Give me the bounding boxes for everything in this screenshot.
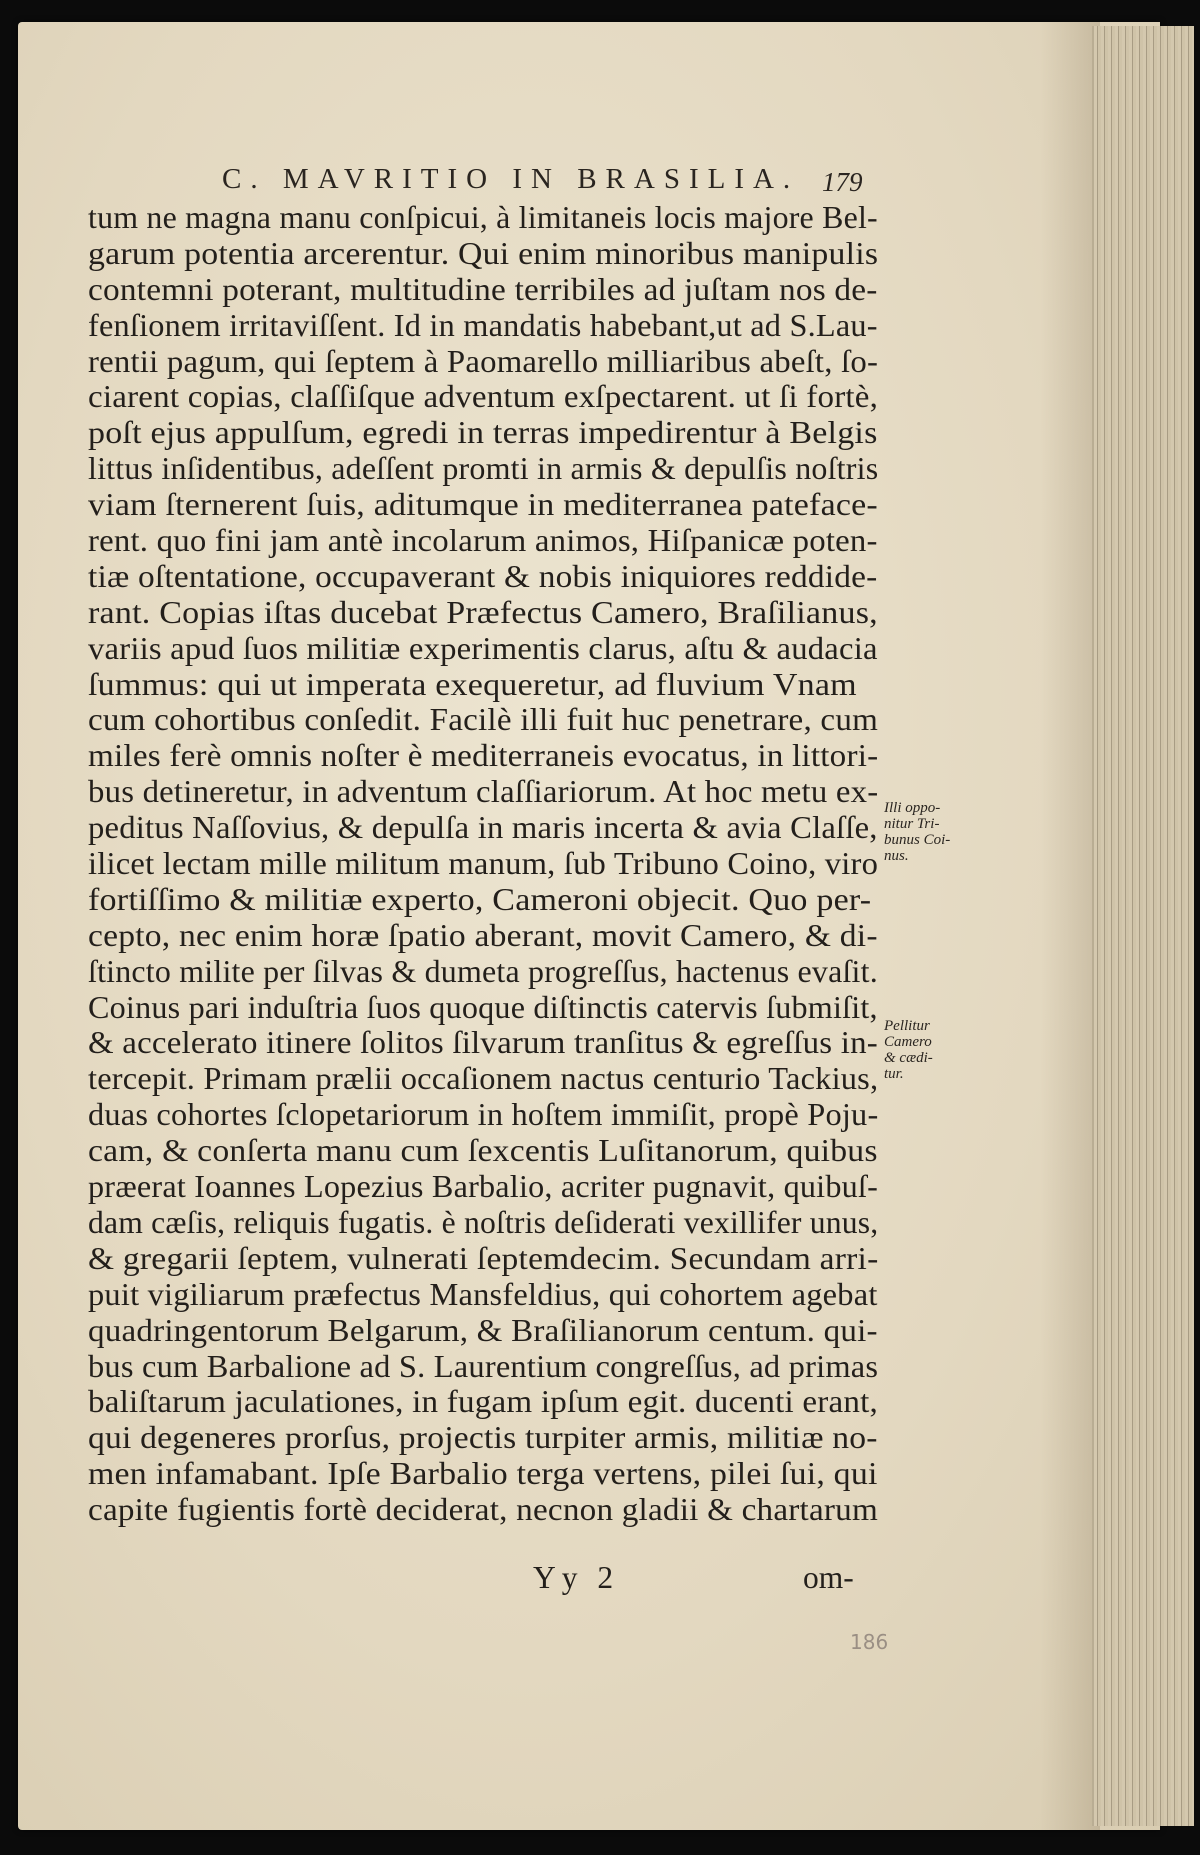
text-line: præerat Ioannes Lopezius Barbalio, acriter pugnavit, quibuſ- — [88, 1169, 878, 1205]
text-line: littus inſidentibus, adeſſent promti in armis & depulſis noſtris — [88, 451, 879, 487]
text-line: tercepit. Primam prælii occaſionem nactus centurio Tackius, — [88, 1061, 879, 1097]
margin-note-2 — [884, 1018, 984, 1082]
text-line: peditus Naſſovius, & depulſa in maris incerta & avia Claſſe, — [88, 810, 878, 846]
text-line: Coinus pari induſtria ſuos quoque diſtinctis catervis ſubmiſit, — [88, 989, 878, 1025]
text-line: ilicet lectam mille militum manum, ſub Tribuno Coino, viro — [88, 846, 879, 882]
stacked-page-edges — [1092, 26, 1194, 1826]
page-header — [222, 155, 922, 205]
text-line: cum cohortibus conſedit. Facilè illi fuit huc penetrare, cum — [88, 702, 879, 738]
text-line: duas cohortes ſclopetariorum in hoſtem immiſit, propè Poju- — [88, 1097, 879, 1133]
text-line: & accelerato itinere ſolitos ſilvarum tranſitus & egreſſus in- — [88, 1025, 878, 1061]
text-line: rent. quo fini jam antè incolarum animos, Hiſpanicæ poten- — [88, 523, 878, 559]
text-line: capite fugientis fortè deciderat, necnon gladii & chartarum — [88, 1492, 878, 1528]
text-line: fenſionem irritaviſſent. Id in mandatis habebant,ut ad S.Lau- — [88, 307, 878, 343]
signature-mark: Yy 2 — [533, 1560, 620, 1595]
archive-pencil-mark: 186 — [850, 1630, 889, 1654]
text-line: dam cæſis, reliquis fugatis. è noſtris deſiderati vexillifer unus, — [88, 1204, 879, 1240]
page-footer — [88, 1560, 878, 1600]
text-line: variis apud ſuos militiæ experimentis clarus, aſtu & audacia — [88, 630, 878, 666]
text-line: puit vigiliarum præfectus Mansfeldius, qui cohortem agebat — [88, 1276, 878, 1312]
text-line: tum ne magna manu conſpicui, à limitaneis locis majore Bel- — [88, 200, 878, 235]
margin-note-line: nitur Tri- — [884, 816, 940, 832]
text-line: cepto, nec enim horæ ſpatio aberant, movit Camero, & di- — [88, 917, 878, 953]
margin-note-line: bunus Coi- — [884, 832, 951, 848]
text-line: cam, & conſerta manu cum ſexcentis Luſitanorum, quibus — [88, 1133, 878, 1169]
text-line: rentii pagum, qui ſeptem à Paomarello milliaribus abeſt, ſo- — [88, 343, 879, 379]
margin-note-line: nus. — [884, 848, 909, 864]
text-line: contemni poterant, multitudine terribiles ad juſtam nos de- — [88, 271, 878, 307]
text-line: baliſtarum jaculationes, in fugam ipſum egit. ducenti erant, — [88, 1384, 879, 1420]
text-line: & gregarii ſeptem, vulnerati ſeptemdecim. Secundam arri- — [88, 1240, 879, 1276]
text-line: ſtincto milite per ſilvas & dumeta progreſſus, hactenus evaſit. — [88, 953, 878, 989]
text-line: bus detineretur, in adventum claſſiariorum. At hoc metu ex- — [88, 774, 879, 810]
margin-note-line: Camero — [884, 1034, 932, 1050]
text-line: miles ferè omnis noſter è mediterraneis evocatus, in littori- — [88, 738, 879, 774]
page-gutter-shadow — [1040, 22, 1100, 1830]
margin-note-line: tur. — [884, 1066, 904, 1082]
text-line: men infamabant. Ipſe Barbalio terga vertens, pilei ſui, qui — [88, 1456, 878, 1492]
text-line: poſt ejus appulſum, egredi in terras impedirentur à Belgis — [88, 415, 878, 451]
text-line: qui degeneres prorſus, projectis turpiter armis, militiæ no- — [88, 1420, 878, 1456]
text-line: ciarent copias, claſſiſque adventum exſpectarent. ut ſi fortè, — [88, 379, 879, 415]
text-line: quadringentorum Belgarum, & Braſilianorum centum. qui- — [88, 1312, 878, 1348]
text-line: fortiſſimo & militiæ experto, Cameroni objecit. Quo per- — [88, 881, 872, 917]
body-text — [88, 200, 878, 1528]
margin-note-line: & cædi- — [884, 1050, 933, 1066]
catchword: om- — [803, 1560, 854, 1595]
text-line: garum potentia arcerentur. Qui enim minoribus manipulis — [88, 235, 879, 271]
text-line: rant. Copias iſtas ducebat Præfectus Camero, Braſilianus, — [88, 594, 878, 630]
text-line: ſummus: qui ut imperata exequeretur, ad fluvium Vnam — [88, 666, 857, 702]
text-line: tiæ oſtentatione, occupaverant & nobis iniquiores reddide- — [88, 558, 878, 594]
margin-note-line: Pellitur — [884, 1018, 930, 1034]
page-number: 179 — [822, 167, 863, 197]
text-line: bus cum Barbalione ad S. Laurentium congreſſus, ad primas — [88, 1348, 879, 1384]
margin-note-1 — [884, 800, 984, 864]
running-title: C. MAVRITIO IN BRASILIA. — [222, 163, 800, 195]
margin-note-line: Illi oppo- — [884, 800, 941, 816]
text-line: viam ſternerent ſuis, aditumque in mediterranea pateface- — [88, 487, 878, 523]
